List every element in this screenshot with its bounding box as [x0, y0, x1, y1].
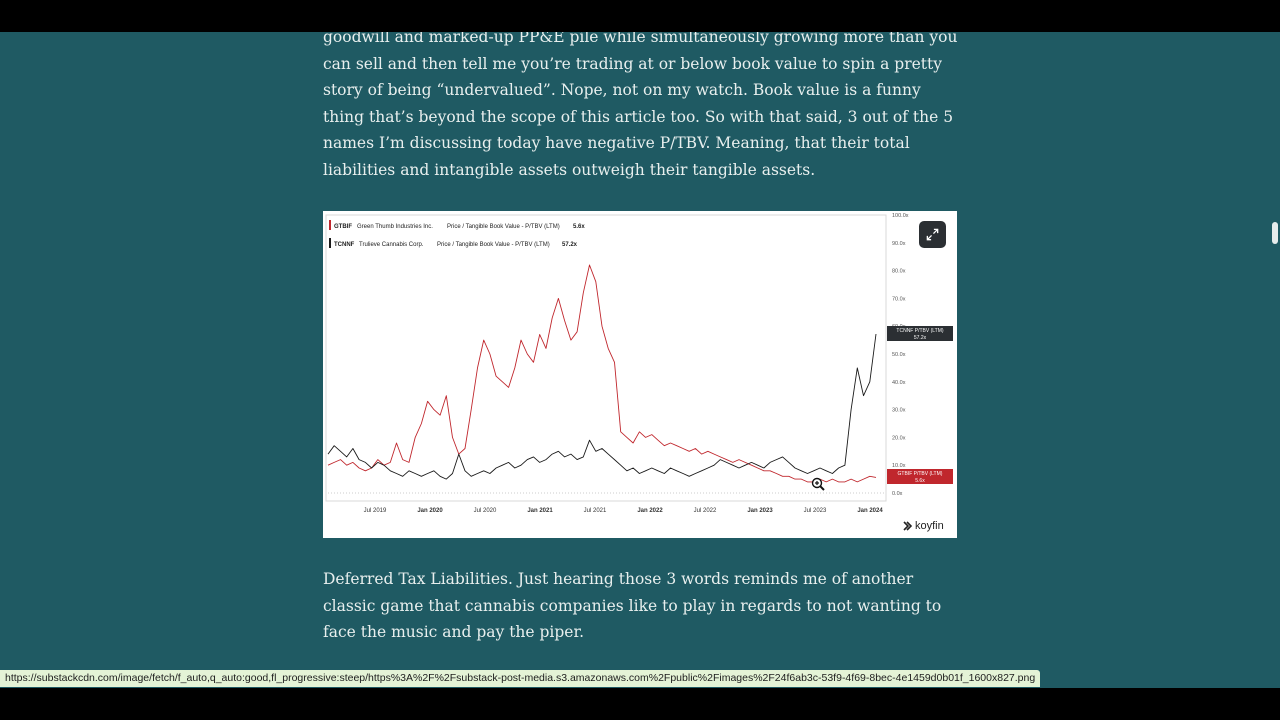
chart-legend [329, 220, 585, 248]
expand-arrows-icon [925, 227, 940, 242]
end-labels-group [887, 326, 953, 484]
y-tick-label: 0.0x [892, 491, 903, 497]
legend-ticker-tcnnf: TCNNF [334, 242, 355, 248]
y-tick-label: 70.0x [892, 296, 906, 303]
expand-image-button[interactable] [919, 221, 946, 248]
end-label-tcnnf-value: 57.2x [913, 335, 927, 341]
y-tick-label: 40.0x [892, 379, 906, 386]
y-tick-label: 50.0x [892, 352, 906, 358]
y-tick-label: 90.0x [892, 240, 906, 247]
chart-svg [323, 211, 957, 538]
legend-metric-tcnnf: Price / Tangible Book Value - P/TBV (LTM) [437, 242, 550, 248]
y-tick-label: 100.0x [892, 213, 909, 219]
x-tick-label: Jul 2021 [583, 508, 607, 514]
series-line-gtbif [328, 265, 876, 482]
x-tick-label: Jan 2022 [637, 508, 663, 514]
legend-company-tcnnf: Trulieve Cannabis Corp. [359, 242, 424, 248]
x-tick-label: Jul 2023 [803, 508, 827, 514]
koyfin-wordmark: koyfin [915, 520, 944, 532]
chart-figure[interactable] [323, 211, 957, 538]
legend-company-gtbif: Green Thumb Industries Inc. [357, 224, 433, 230]
y-tick-label: 30.0x [892, 407, 906, 414]
x-tick-label: Jul 2019 [363, 508, 387, 514]
y-tick-label: 20.0x [892, 435, 906, 442]
y-tick-label: 10.0x [892, 463, 906, 470]
y-tick-label: 80.0x [892, 268, 906, 275]
legend-swatch-gtbif [329, 220, 331, 230]
koyfin-attribution [903, 520, 944, 532]
x-tick-label: Jul 2022 [693, 508, 717, 514]
article-paragraph-before: goodwill and marked-up PP&E pile while simultaneously growing more than you can sell and then tell me you’re trading at or below book value to spin a pretty story of being “undervalued”. Nope, not on my watch. Book value is a funny thing that’s beyond the scope of this article too. So with that said, 3 out of the 5 names I’m discussing today have negative P/TBV. Meaning, that their total liabilities and intangible assets outweigh their tangible assets. [323, 32, 958, 179]
end-label-gtbif-value: 5.6x [915, 478, 925, 484]
legend-value-tcnnf: 57.2x [562, 242, 578, 248]
x-tick-label: Jan 2020 [417, 508, 443, 514]
koyfin-logo-icon [903, 521, 913, 531]
end-label-tcnnf-title: TCNNF P/TBV (LTM) [896, 328, 944, 334]
end-label-gtbif-title: GTBIF P/TBV (LTM) [897, 471, 943, 477]
legend-ticker-gtbif: GTBIF [334, 224, 352, 230]
legend-swatch-tcnnf [329, 238, 331, 248]
status-bar-link-url: https://substackcdn.com/image/fetch/f_auto,q_auto:good,fl_progressive:steep/https%3A%2F%2Fsubstack-post-media.s3.amazonaws.com%2Fpublic%2Fimages%2F24f6ab3c-53f9-4f69-8bec-4e1459d0b01f_1600x827.png [0, 670, 1040, 687]
x-axis-group [364, 508, 884, 514]
video-letterbox-bottom [0, 688, 1280, 720]
article-paragraph-after: Deferred Tax Liabilities. Just hearing those 3 words reminds me of another classic game that cannabis companies like to play in regards to not wanting to face the music and pay the piper. [323, 570, 942, 641]
x-tick-label: Jul 2020 [473, 508, 497, 514]
y-axis-group [328, 213, 909, 497]
article-viewport[interactable] [0, 32, 1280, 688]
x-tick-label: Jan 2021 [527, 508, 553, 514]
series-lines-group [328, 265, 876, 482]
legend-value-gtbif: 5.6x [573, 224, 585, 230]
x-tick-label: Jan 2023 [747, 508, 773, 514]
scrollbar-thumb[interactable] [1272, 222, 1278, 244]
legend-metric-gtbif: Price / Tangible Book Value - P/TBV (LTM) [447, 224, 560, 230]
video-letterbox-top [0, 0, 1280, 32]
x-tick-label: Jan 2024 [857, 508, 883, 514]
